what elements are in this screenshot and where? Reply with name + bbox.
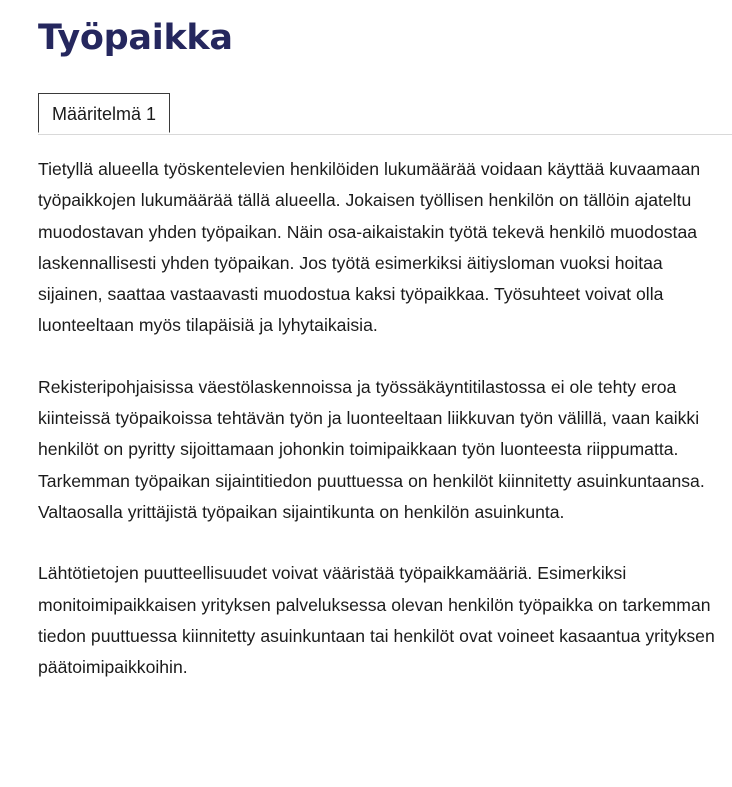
page-title: Työpaikka <box>38 18 233 58</box>
definition-paragraph-2: Rekisteripohjaisissa väestölaskennoissa ja työssäkäyntitilastossa ei ole tehty eroa kiinteissä työpaikoissa tehtävän työn ja luonteeltaan liikkuvan työn välillä, vaan kaikki henkilöt on pyritty sijoittamaan johonkin toimipaikkaan työn luonteesta riippumatta. Tarkemman työpaikan sijaintitiedon puuttuessa on henkilöt kiinnitetty asuinkuntaansa. Valtaosalla yrittäjistä työpaikan sijaintikunta on henkilön asuinkunta. <box>38 376 705 522</box>
tab-definition-1[interactable]: Määritelmä 1 <box>38 93 170 133</box>
definition-tabs <box>38 93 732 135</box>
definition-paragraph-3: Lähtötietojen puutteellisuudet voivat vääristää työpaikkamääriä. Esimerkiksi monitoimipaikkaisen yrityksen palveluksessa olevan henkilön työpaikka on tarkemman tiedon puuttuessa kiinnitetty asuinkuntaan tai henkilöt ovat voineet kasaantua yrityksen päätoimipaikkoihin. <box>38 563 715 678</box>
definition-content <box>38 154 730 713</box>
definition-paragraph-1: Tietyllä alueella työskentelevien henkilöiden lukumäärää voidaan käyttää kuvaamaan työpaikkojen lukumäärää tällä alueella. Jokaisen työllisen henkilön on tällöin ajateltu muodostavan yhden työpaikan. Näin osa-aikaistakin työtä tekevä henkilö muodostaa laskennallisesti yhden työpaikan. Jos työtä esimerkiksi äitiysloman vuoksi hoitaa sijainen, saattaa vastaavasti muodostua kaksi työpaikkaa. Työsuhteet voivat olla luonteeltaan myös tilapäisiä ja lyhytaikaisia. <box>38 159 701 336</box>
